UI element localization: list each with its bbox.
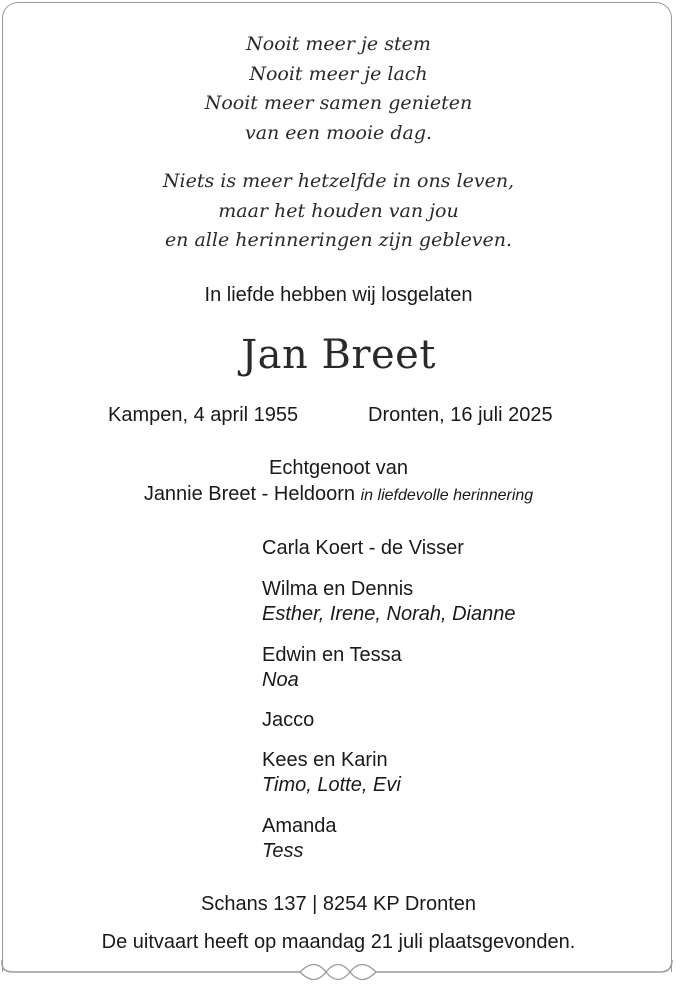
family-names: Carla Koert - de Visser [262,537,464,559]
family-kids: Noa [262,668,299,691]
poem-line: en alle herinneringen zijn gebleven. [164,229,513,251]
family-group [262,748,401,797]
family-names: Amanda [262,815,337,837]
poem-line: Niets is meer hetzelfde in ons leven, [162,170,515,192]
family-group [262,708,314,733]
poem-line: Nooit meer je stem [246,33,431,55]
funeral-info: De uitvaart heeft op maandag 21 juli plaatsgevonden. [101,931,576,953]
family-group [262,536,464,561]
poem-stanza-1 [0,30,677,148]
poem-line: Nooit meer samen genieten [204,92,473,114]
poem-stanza-2 [0,167,677,256]
spouse-note: in liefdevolle herinnering [360,487,534,504]
spouse-name: Jannie Breet - Heldoorn [143,483,356,505]
family-names: Wilma en Dennis [262,578,414,600]
family-kids: Tess [262,839,304,862]
family-group [262,814,337,863]
bottom-ornament [0,960,677,984]
poem-line: van een mooie dag. [244,121,433,144]
family-names: Kees en Karin [262,749,388,771]
family-group [262,577,515,626]
address: Schans 137 | 8254 KP Dronten [200,893,477,915]
family-names: Jacco [262,709,315,731]
death-info: Dronten, 16 juli 2025 [368,404,553,426]
poem-line: maar het houden van jou [218,199,459,222]
intro-text: In liefde hebben wij losgelaten [204,284,473,306]
deceased-name: Jan Breet [241,332,436,378]
family-kids: Esther, Irene, Norah, Dianne [262,602,516,625]
family-names: Edwin en Tessa [262,644,402,666]
family-group [262,643,402,692]
spouse-intro: Echtgenoot van [269,457,408,479]
birth-info: Kampen, 4 april 1955 [108,404,299,426]
family-kids: Timo, Lotte, Evi [262,773,401,796]
poem-line: Nooit meer je lach [249,62,428,85]
spouse-line [0,483,677,506]
